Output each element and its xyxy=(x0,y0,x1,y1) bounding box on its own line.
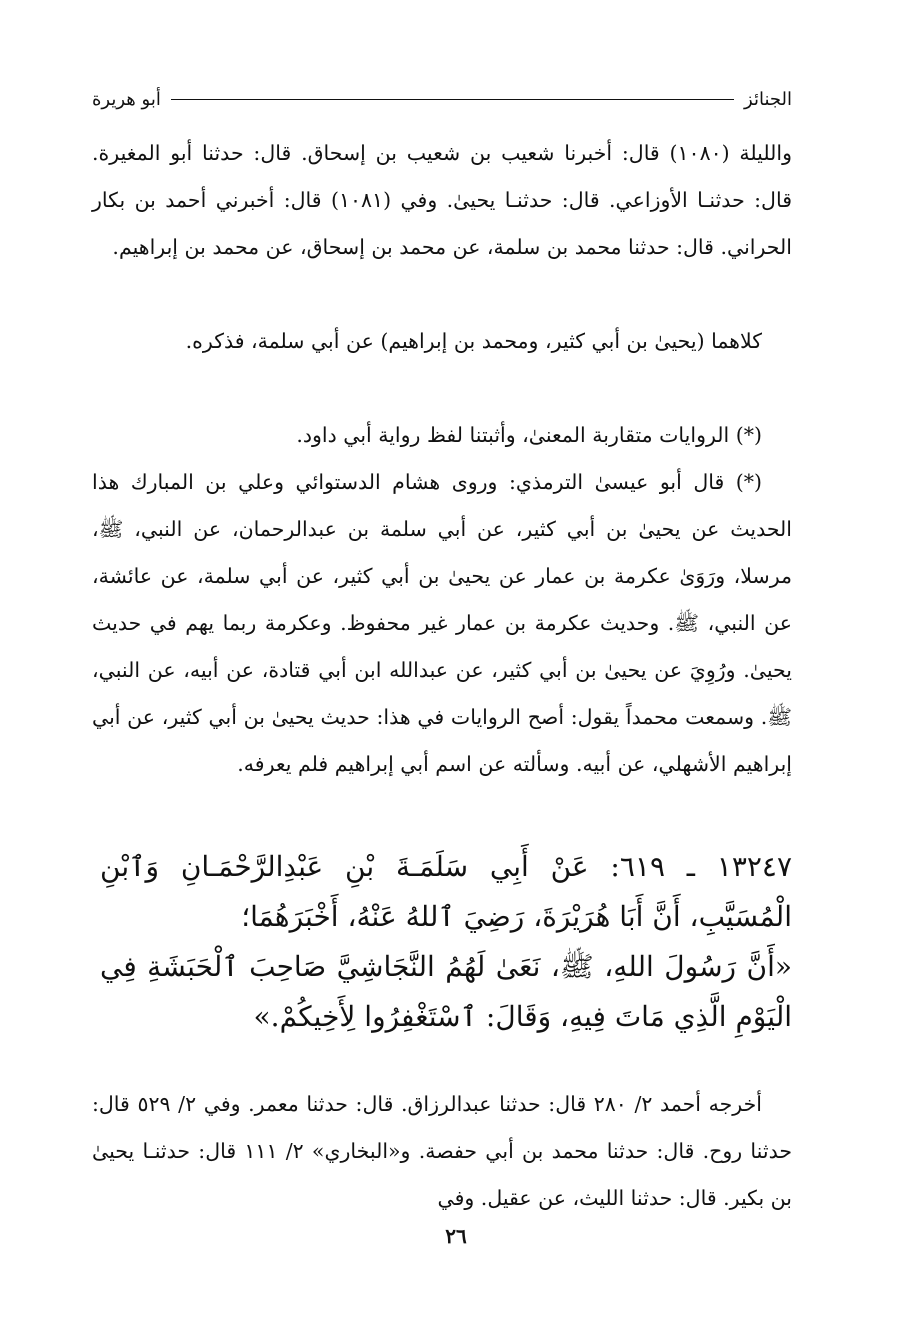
takhrij-block xyxy=(92,1081,792,1222)
running-header xyxy=(92,84,792,114)
note-two: (*) قال أبو عيسىٰ الترمذي: وروى هشام الدستوائي وعلي بن المبارك هذا الحديث عن يحيىٰ بن أبي كثير، عن أبي سلمة بن عبدالرحمان، عن النبي، ﷺ، مرسلا، ورَوَىٰ عكرمة بن عمار عن يحيىٰ بن أبي كثير، عن أبي سلمة، عن عائشة، عن النبي، ﷺ. وحديث عكرمة بن عمار غير محفوظ. وعكرمة ربما يهم في حديث يحيىٰ. ورُوِيَ عن يحيىٰ بن أبي كثير، عن عبدالله ابن أبي قتادة، عن أبيه، عن النبي، ﷺ. وسمعت محمداً يقول: أصح الروايات في هذا: حديث يحيىٰ بن أبي كثير، عن أبي إبراهيم الأشهلي، عن أبيه. وسألته عن اسم أبي إبراهيم فلم يعرفه. xyxy=(92,470,792,776)
header-rule xyxy=(171,99,734,100)
summary-block xyxy=(92,318,792,365)
page-number: ٢٦ xyxy=(445,1224,467,1248)
note-one-block xyxy=(92,412,792,459)
isnad-paragraph: والليلة (١٠٨٠) قال: أخبرنا شعيب بن شعيب بن إسحاق. قال: حدثنا أبو المغيرة. قال: حدثنـا الأوزاعي. قال: حدثنـا يحيىٰ. وفي (١٠٨١) قال: أخبرني أحمد بن بكار الحراني. قال: حدثنا محمد بن سلمة، عن محمد بن إسحاق، عن محمد بن إبراهيم. xyxy=(92,141,792,259)
note-two-block xyxy=(92,459,792,788)
hadith-isnad: ١٣٢٤٧ ـ ٦١٩: عَنْ أَبِي سَلَمَـةَ بْنِ عَبْدِالرَّحْمَـانِ وَٱبْنِ الْمُسَيَّبِ، أَنَّ أَبَا هُرَيْرَةَ، رَضِيَ ٱللهُ عَنْهُ، أَخْبَرَهُمَا؛ xyxy=(100,850,792,933)
note-one: (*) الروايات متقاربة المعنىٰ، وأثبتنا لفظ رواية أبي داود. xyxy=(296,423,762,447)
summary-paragraph: كلاهما (يحيىٰ بن أبي كثير، ومحمد بن إبراهيم) عن أبي سلمة، فذكره. xyxy=(185,329,762,353)
isnad-continuation xyxy=(92,130,792,271)
takhrij-paragraph: أخرجه أحمد ٢/ ٢٨٠ قال: حدثنا عبدالرزاق. قال: حدثنا معمر. وفي ٢/ ٥٢٩ قال: حدثنا روح. قال: حدثنا محمد بن أبي حفصة. و«البخاري» ٢/ ١١١ قال: حدثنـا يحيىٰ بن بكير. قال: حدثنا الليث، عن عقيل. وفي xyxy=(92,1092,793,1210)
chapter-title: الجنائز xyxy=(744,88,792,110)
narrator-title: أبو هريرة xyxy=(92,88,161,110)
hadith-text xyxy=(100,842,792,1042)
hadith-matn: «أَنَّ رَسُولَ اللهِ، ﷺ، نَعَىٰ لَهُمُ النَّجَاشِيَّ صَاحِبَ ٱلْحَبَشَةِ فِي الْيَوْمِ الَّذِي مَاتَ فِيهِ، وَقَالَ: ٱسْتَغْفِرُوا لِأَخِيكُمْ.» xyxy=(100,950,793,1033)
